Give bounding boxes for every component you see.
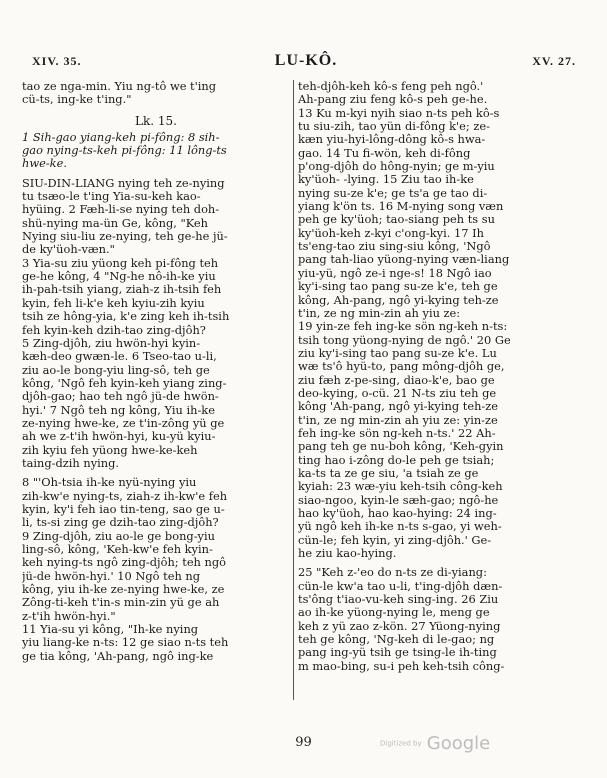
text-line: kông, Ah-pang, ngô yi-kying teh-ze (298, 293, 499, 307)
text-line: feh ing-ke sön ng-keh n-ts.' 22 Ah- (298, 426, 496, 440)
text-line: djôh-gao; hao teh ngô jü-de hwön- (22, 390, 219, 404)
text-line: ka-ts ta ze ge siu, 'a tsiah ze ge (298, 466, 479, 480)
text-line: li, ts-si zing ge dzih-tao zing-djôh? (22, 516, 219, 530)
text-line: kyin, feh li-k'e keh kyiu-zih kyiu (22, 296, 205, 310)
left-column-body-second (22, 476, 290, 663)
text-line: nying su-ze k'e; ge ts'a ge tao di- (298, 186, 488, 200)
text-line: ge tia kông, 'Ah-pang, ngô ing-ke (22, 649, 214, 663)
google-watermark (380, 733, 490, 754)
text-line: Zông-ti-keh t'in-s min-zin yü ge ah (22, 596, 220, 610)
text-line: cün-le; feh kyin, yi zing-djôh.' Ge- (298, 533, 492, 547)
watermark-brand: Google (426, 733, 491, 754)
left-column-body (22, 177, 290, 471)
text-line: z-t'ih hwön-hyi." (22, 609, 116, 623)
text-line: ge-he kông, 4 "Ng-he nô-ih-ke yiu (22, 270, 216, 284)
text-line: hyi.' 7 Ngô teh ng kông, Yiu ih-ke (22, 403, 215, 417)
text-line: deo-kying, o-cü. 21 N-ts ziu teh ge (298, 386, 497, 400)
text-line: gao nying-ts-keh pi-fông: 11 lông-ts (22, 144, 227, 158)
text-line: yiu liang-ke n-ts: 12 ge siao n-ts teh (22, 636, 229, 650)
text-line: kông, yiu ih-ke ze-nying hwe-ke, ze (22, 583, 225, 597)
text-line: yiu-yü, ngô ze-i nge-s! 18 Ngô iao (298, 266, 492, 280)
page-number: 99 (295, 735, 312, 750)
watermark-prefix: Digitized by (380, 739, 422, 748)
text-line: pang teh ge nu-boh kông, 'Keh-gyin (298, 440, 504, 454)
text-line: Nying siu-liu ze-nying, teh ge-he jü- (22, 230, 228, 244)
text-line: ah we z-t'ih hwön-hyi, ku-yü kyiu- (22, 430, 216, 444)
text-line: kyin, ky'i feh iao tin-teng, sao ge u- (22, 502, 225, 516)
text-line: ih-pah-tsih yiang, ziah-z ih-tsih feh (22, 283, 222, 297)
text-line: tu siu-zih, tao yün di-fông k'e; ze- (298, 120, 490, 134)
chapter-heading: Lk. 15. (135, 113, 177, 128)
text-line: p'ong-djôh do hông-nyin; ge m-yiu (298, 160, 495, 174)
text-line: ts'eng-tao ziu sing-siu kông, 'Ngô (298, 240, 491, 254)
text-line: teh ge kông, 'Ng-keh di le-gao; ng (298, 633, 495, 647)
text-line: yiang k'ön ts. 16 M-nying song væn (298, 200, 504, 214)
text-line: tao ze nga-min. Yiu ng-tô we t'ing (22, 80, 217, 93)
right-column (298, 80, 568, 673)
text-line: ziu ao-le bong-yiu ling-sô, teh ge (22, 363, 210, 377)
text-line: 8 "'Oh-tsia ih-ke nyü-nying yiu (22, 476, 197, 490)
text-line: ze-nying hwe-ke, ze t'in-zông yü ge (22, 416, 225, 430)
text-line: kæn yiu-hyi-lông-dông kô-s hwa- (298, 133, 486, 147)
text-line: wæ ts'ô hyü-to, pang mông-djôh ge, (298, 360, 505, 374)
text-line: hwe-ke. (22, 157, 67, 171)
text-line: Ah-pang ziu feng kô-s peh ge-he. (298, 93, 488, 107)
text-line: 13 Ku m-kyi nyih siao n-ts peh kô-s (298, 106, 500, 120)
right-column-body-second (298, 566, 568, 673)
text-line: kông, 'Ngô feh kyin-keh yiang zing- (22, 376, 227, 390)
text-line: ky'üoh-keh z-kyi c'ong-kyi. 17 Ih (298, 226, 484, 240)
text-line: cü-ts, ing-ke t'ing." (22, 93, 132, 107)
text-line: hyüing. 2 Fæh-li-se nying teh doh- (22, 203, 220, 217)
text-line: teh-djôh-keh kô-s feng peh ngô.' (298, 80, 484, 93)
text-line: he ziu kao-hying. (298, 547, 397, 561)
text-line: SIU-DIN-LIANG nying teh ze-nying (22, 176, 225, 190)
header-chapter-end: XV. 27. (532, 54, 576, 68)
text-line: ziu fæh z-pe-sing, diao-k'e, bao ge (298, 373, 495, 387)
text-line: 1 Sih-gao yiang-keh pi-fông: 8 sih- (22, 130, 220, 144)
text-line: ling-sô, kông, 'Keh-kw'e feh kyin- (22, 543, 213, 556)
text-line: siao-ngoo, kyin-le sæh-gao; ngô-he (298, 493, 499, 507)
text-line: kyiah: 23 wæ-yiu keh-tsih công-keh (298, 480, 503, 494)
text-line: pang ing-yü tsih ge tsing-le ih-ting (298, 646, 497, 660)
column-divider (293, 80, 294, 700)
text-line: jü-de hwön-hyi.' 10 Ngô teh ng (22, 569, 201, 583)
text-line: ky'i-sing tao pang su-ze k'e, teh ge (298, 280, 498, 294)
text-line: taing-dzih nying. (22, 456, 120, 470)
text-line: 25 "Keh z-'eo do n-ts ze di-yiang: (298, 566, 487, 580)
text-line: ziu ky'i-sing tao pang su-ze k'e. Lu (298, 346, 497, 360)
left-column (22, 80, 290, 663)
text-line: ky'üoh- -lying. 15 Ziu tao ih-ke (298, 173, 474, 187)
text-line: ting hao i-zông do-le peh ge tsiah; (298, 453, 495, 467)
text-line: pang tah-liao yüong-nying væn-liang (298, 253, 510, 267)
text-line: tsih ze hông-yia, k'e zing keh ih-tsih (22, 310, 230, 324)
text-line: t'in, ze ng min-zin ah yiu ze: (298, 306, 461, 320)
header-book-title: LU-KÔ. (274, 52, 338, 69)
text-line: kæh-deo gwæn-le. 6 Tseo-tao u-li, (22, 350, 217, 364)
text-line: cün-le kw'a tao u-li, t'ing-djôh dæn- (298, 579, 503, 593)
chapter-summary (22, 131, 290, 171)
right-column-body (298, 80, 568, 560)
left-column-top-text (22, 80, 290, 107)
text-line: peh ge ky'üoh; tao-siang peh ts su (298, 213, 495, 227)
running-header (30, 52, 582, 74)
text-line: hao ky'üoh, hao kao-hying: 24 ing- (298, 507, 497, 520)
text-line: 5 Zing-djôh, ziu hwön-hyi kyin- (22, 336, 201, 350)
text-line: keh nying-ts ngô zing-djôh; teh ngô (22, 556, 226, 570)
text-line: ts'ông t'iao-vu-keh sing-ing. 26 Ziu (298, 593, 499, 607)
text-line: shü-nying ma-ün Ge, kông, "Keh (22, 216, 208, 230)
text-line: m mao-bing, su-i peh keh-tsih công- (298, 659, 505, 673)
text-line: zih kyiu feh yüong hwe-ke-keh (22, 443, 198, 457)
text-line: tsih tong yüong-nying de ngô.' 20 Ge (298, 333, 511, 347)
text-line: gao. 14 Tu fi-wön, keh di-fông (298, 146, 471, 160)
text-line: 9 Zing-djôh, ziu ao-le ge bong-yiu (22, 529, 215, 543)
text-line: yü ngô keh ih-ke n-ts s-gao, yi weh- (298, 520, 502, 534)
text-line: 11 Yia-su yi kông, "Ih-ke nying (22, 623, 199, 637)
text-line: keh z yü zao z-kön. 27 Yüong-nying (298, 619, 501, 633)
text-line: t'in, ze ng min-zin ah yiu ze: yin-ze (298, 413, 498, 427)
text-line: kông 'Ah-pang, ngô yi-kying teh-ze (298, 400, 499, 414)
text-line: zih-kw'e nying-ts, ziah-z ih-kw'e feh (22, 489, 228, 503)
text-line: de ky'üoh-væn." (22, 243, 115, 257)
header-chapter-start: XIV. 35. (32, 54, 82, 68)
text-line: 3 Yia-su ziu yüong keh pi-fông teh (22, 256, 219, 270)
text-line: 19 yin-ze feh ing-ke sön ng-keh n-ts: (298, 320, 508, 334)
text-line: ao ih-ke yüong-nying le, meng ge (298, 606, 490, 620)
text-line: tu tsæo-le t'ing Yia-su-keh kao- (22, 190, 201, 204)
text-line: feh kyin-keh dzih-tao zing-djôh? (22, 323, 206, 337)
